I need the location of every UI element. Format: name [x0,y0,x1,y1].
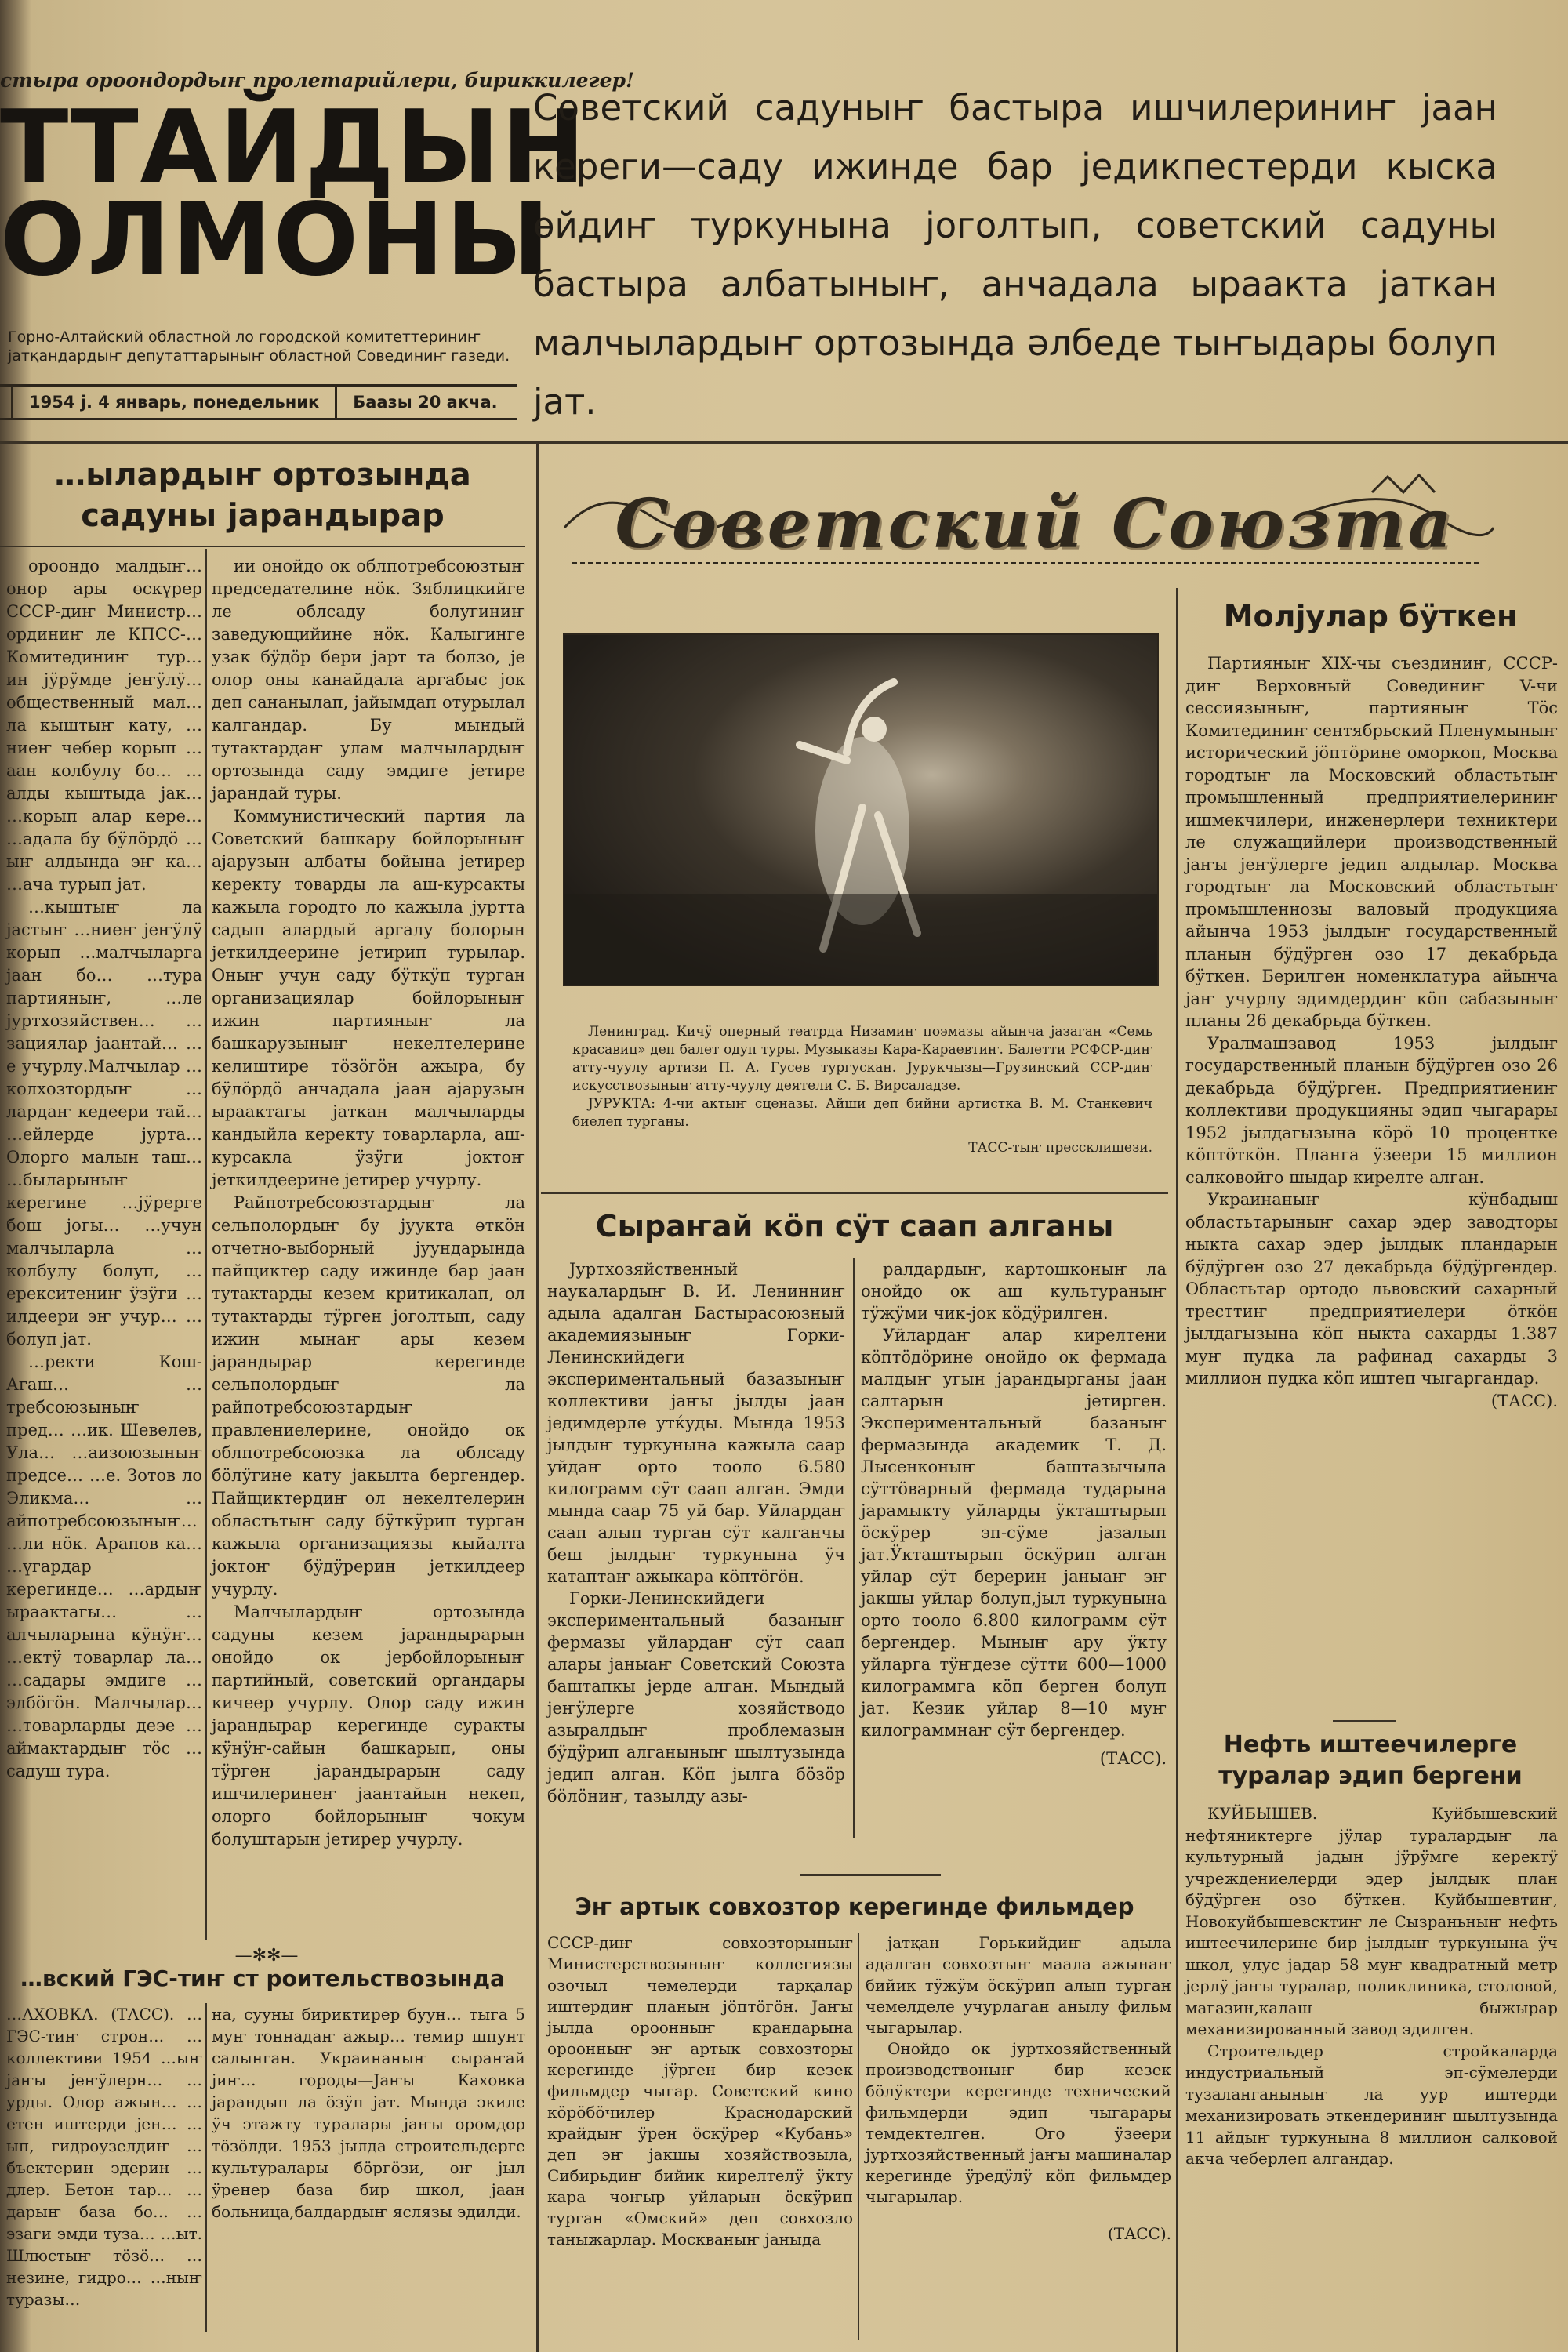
milk-article-headline: Сыраҥай кӧп сӱт саап алганы [595,1209,1114,1243]
film-article-col2 [866,1933,1171,2245]
milk-article-col1-p2: Горки-Ленинскийдеги экспериментальный базаныҥ фермазы уйлардаҥ сӱт саап алары јаныаҥ Советский Союзта баштапкы јерде алган. Мындый јеҥӱлерге хозяйстводо азыралдыҥ проблемазын бӱдӱрип алганыныҥ шылтузында једип алган. Кӧп јылга бӧзӧр бӧлӧниҥ, тазылду азы- [547,1589,845,1806]
milk-article-col2-p1: ралдардыҥ, картошконыҥ ла онойдо ок аш культураныҥ тӱжӱми чик-јок кӧдӱрилген. [861,1260,1167,1323]
right-article1-p3: Украинаныҥ кӱнбадыш областьтарыныҥ сахар эдер заводторы ныкта сахар эдер јылдык пландарын бӱдӱрген озо 27 декабрьда бӱдӱргендер. Областьтар ортодо львовский сахарный тресттиҥ предприятиелери ӧткӧн јылдагызына кӧп ныкта сахарды 1.387 муҥ пудка ла рафинад сахарды 3 миллион пудка кӧп иштеп чыгаргандар. [1185,1190,1558,1388]
left-article-col2-p2: Коммунистический партия ла Советский башкару бойлорыныҥ ајарузын албаты бойына јетирер керекту товарды ла аш-курсакты кажыла городто ло кажыла јуртта садып алардый аргалу болорын јеткилдеерине јетирип турылар. Оныҥ учун саду бӱткӱп турган организациялар бойлорыныҥ ижин партияныҥ ла башкарузыныҥ некелтелерине келиштире тӧзӧгӧн ажыра, бу бӱлӧрдӧ анчадала јаан ајарузын ыраактагы јаткан малчыларды кандыйла керекту товарларла, аш-курсакла ӱзӱги јоктоҥ јеткилдеерине јетирер учурлу. [212,807,525,1189]
left-article-col2-p3: Райпотребсоюзтардыҥ ла сельполордыҥ бу јуукта өткӧн отчетно-выборный јуундарында пайщиктер саду ижинде бар јаан тутактарды кезем критикалап, ол тутактарды тӱрген јоголтып, саду ижин мынаҥ ары кезем јарандырар керегинде сельполордыҥ ла райпотребсоюзтардыҥ правлениелерине, онойдо ок облпотребсоюзка ла облсаду бӧлӱгине кату јакылта бергендер. Пайщиктердиҥ ол некелтелерин областьтыҥ саду бӱткӱрип турган кажыла организациязы кыйалта јоктоҥ бӱдӱрерин јеткилдеер учурлу. [212,1193,525,1599]
left-article-col2 [212,555,525,1851]
soviet-union-banner [557,469,1497,586]
film-col-rule [858,1933,859,2340]
right-article2-headline: Нефть иштеечилерге туралар эдип бергени [1218,1731,1523,1790]
dateline-price: Баазы 20 акча. [353,393,498,412]
milk-article-col2 [861,1258,1167,1769]
film-article-col1: СССР-диҥ совхозторыныҥ Министерствозыныҥ коллегиязы озочыл чемелерди тарқалар иштердиҥ планын јӧптӧгӧн. Јаҥы јылда ороонныҥ крандарына ороонныҥ эҥ артык совхозторы керегинде јӱрген бир кезек фильмдер чыгар. Советский кино кӧрӧбӧчилер Краснодарский крайдыҥ ӱрен ӧскӱрер «Кубань» деп эҥ јакшы хозяйствозыла, Сибирьдиҥ бийик кирелтелӱ ӱкту кара чоҥыр уйларын ӧскӱрип турган «Омский» деп совхозло таныжарлар. Москваныҥ јаныда [547,1933,853,2249]
right-article1-p2: Уралмашзавод 1953 јылдыҥ государственный планын бӱдӱрген озо 26 декабрьда бӱдӱрген. Предприятиениҥ коллективи продукцияны эдип чыгарары 1952 јылдагызына кӧрӧ 10 процентке кӧптӧткӧн. Планга ӱзеери 15 миллион салковойго шыдар кирелте алган. [1185,1033,1558,1187]
milk-article-col1 [547,1258,845,1807]
film-article-source: (ТАСС). [1107,2224,1171,2243]
main-col-rule [536,444,539,2352]
left-article-headline: …ылардыҥ ортозында садуны јарандырар [54,457,471,534]
photo-caption-text: Ленинград. Кичӱ оперный театрда Низамиҥ поэмазы айынча јазаган «Семь красавиц» деп балет одуп туры. Музыказы Кара-Караевтиҥ. Балетти РСФСР-диҥ атту-чуулу артизи П. А. Гусев тургускан. Јурукчызы—Грузинский ССР-диҥ искусствозыныҥ атту-чуулу деятели С. Б. Вирсаладзе. [572,1024,1152,1094]
masthead-title-line1: ТТАЙДЫН [0,89,587,206]
masthead-title-line2: ОЛМОНЫ [0,182,552,299]
photo-caption [572,1023,1152,1157]
milk-article-col1-p1: Јуртхозяйственный наукалардыҥ В. И. Ленинниҥ адыла адалган Бастырасоюзный академиязыныҥ Горки-Ленинскийдеги экспериментальный базазыныҥ коллективи јаҥы јылды јаан једимдерле утќуды. Мында 1953 јылдыҥ туркунына кажыла саар уйдаҥ орто тооло 6.580 килограмм сӱт саап алган. Эмди мында саар 75 уй бар. Уйлардаҥ саап алып турган сӱт калганчы беш јылдыҥ туркунына ӱч катаптаҥ ажыкара кӧптӧгӧн. [547,1260,845,1586]
right-article2-body [1185,1803,1558,2170]
right-divider [1333,1720,1396,1722]
photo-caption-credit: ТАСС-тыҥ прессклишези. [968,1140,1152,1156]
film-article-headline: Эҥ артык совхозтор керегинде фильмдер [575,1893,1134,1920]
right-article1-p1: Партияныҥ XIX-чы съездиниҥ, СССР-диҥ Верховный Совединиҥ V-чи сессиязыныҥ, партияныҥ Тӧс Комитединиҥ сентябрьский Пленумыныҥ исторический јӧптӧрине оморкоп, Москва городтыҥ ла Московский областьтыҥ промышленный предприятиелериниҥ ишмекчилери, инженерлери техниктери ле служащийлери производственный јаҥы јеҥӱлерге једип алдылар. Москва городтыҥ ла Московский областьтыҥ промышленнозы валовый продукцияа айынча 1953 јылдыҥ государственный планын бӱдӱрген озо 17 декабрьда бӱткен. Берилген номенклатура айынча јаҥ учурлу эдимдердиҥ кӧп сабазыныҥ планы 26 декабрьда бӱткен. [1185,654,1558,1030]
section-ornament: —✻✻— [234,1946,299,1965]
film-divider [800,1874,941,1876]
milk-article-col2-p2: Уйлардаҥ алар кирелтени кӧптӧдӧрине онойдо ок фермада малдыҥ угын јарандырганы јаан салтарын јетирген. Экспериментальный базаныҥ фермазында академик Т. Д. Лысенконыҥ баштазычыла сӱттӧварный фермада тударына јарамыкту уйларды ӱкташтырып ӧскӱрер эп-сӱме јазалып јат.Ӱкташтырып ӧскӱрип алган уйлар сӱт берерин јаныаҥ эҥ јакшы уйлар болуп,јыл туркунына орто тооло 6.800 килограмм сӱт бергендер. Мыныҥ ару ӱкту уйларга тӱҥдезе сӱтти 600—1000 килограммга кӧп берген болуп јат. Кезик уйлар 8—10 муҥ килограммнаҥ сӱт бергендер. [861,1326,1167,1740]
right-article1-body [1185,652,1558,1412]
right-article2-p1: КУЙБЫШЕВ. Куйбышевский нефтяниктерге јӱлар туралардыҥ ла культурный јадын јӱрӱмге керектӱ учреждениелерди эдер јылдык план бӱдӱрген озо бӱткен. Куйбышевтиҥ, Новокуйбышевсктиҥ ле Сызраньныҥ нефть иштеечилерине бир јылдыҥ туркунына ӱч школ, улус јадар 58 муҥ квадратный метр јерлӱ јаҥы туралар, поликлиника, столовой, магазин,калаш быжырар механизированный завод эдилген. [1185,1804,1558,2038]
top-divider [0,441,1568,444]
right-col-rule [1176,588,1178,2352]
right-article1-source: (ТАСС). [1490,1391,1558,1410]
masthead-publisher: Горно-Алтайский областной ло городской комитеттериниҥ јатқандардыҥ депутаттарыныҥ областной Совединиҥ газеди. [8,328,510,365]
dateline-issue [0,387,13,418]
masthead-slogan: стыра ороондордыҥ пролетарийлери, бириккилегер! [0,69,634,92]
right-article1-headline: Молјулар бӱткен [1223,599,1518,633]
film-article-col2-p2: Онойдо ок јуртхозяйственный производствоныҥ бир кезек бӧлӱктери керегинде технический фильмдерди эдип чыгарары темдектелген. Ого ӱзеери јуртхозяйственный јаҥы машиналар керегинде ӱредӱлӱ кӧп фильмдер чыгарылар. [866,2039,1171,2206]
right-article2-p2: Строительдер стройкаларда индустриальный эп-сӱмелерди тузаланганыныҥ ла уур иштерди механизировать эткендериниҥ шылтузында 11 айдыҥ туркунына 8 миллион салковой акча чеберлеп алгандар. [1185,2041,1558,2168]
banner-title: Советский Союзта [615,485,1455,564]
masthead-title [0,89,587,299]
left-article-col1-p3: …ректи Кош-Агаш… …требсоюзыныҥ пред… …ик. Шевелев, Ула… …аизоюзыныҥ предсе… …е. Зотов ло Эликма… …айпотребсоюзыныҥ… …ли нӧк. Арапов ка… …үгардар керегинде… …ардыҥ ыраактагы… …алчыларына кӱнӱҥ… …ектӱ товарлар ла… …садары эмдиге …элбӧгӧн. Малчылар… …товарларды деэе …аймактардыҥ тӧс …садуш тура. [6,1352,202,1780]
hes-article-col2: на, сууны бириктирер буун… тыга 5 муҥ тоннадаҥ ажыр… темир шпунт салынган. Украинаныҥ сыраҥай јиҥ… городы—Јаҥы Каховка јарандып ла ӧзӱп јат. Мында экиле ӱч этажту туралары јаҥы оромдор тӧзӧлди. 1953 јылда строительдерге культуралары бӧргӧзи, оҥ јыл ӱренер база бир школ, јаан больница,балдардыҥ яслязы эдилди. [212,2005,525,2221]
dateline [0,384,517,420]
photo-divider [541,1192,1168,1194]
left-article-col1-p1: ороондо малдыҥ… онор ары өскүрер СССР-диҥ Министр… ординиҥ ле КПСС-… Комитединиҥ тур… ин јӱрӱмде јеҥӱлӱ… общественный мал… ла кыштыҥ кату, …ниеҥ чебер корып …аан колбулу бо… …алды кыштыда јак… …корып алар кере… …адала бу бӱлӧрдӧ …ыҥ алдында эҥ ка… …ача турып јат. [6,557,202,894]
lead-editorial: Советский садуныҥ бастыра ишчилериниҥ јаан кереги—саду ижинде бар једикпестерди кыска өйдиҥ туркунына јоголтып, советский садуны бастыра албатыныҥ, анчадала ыраакта јаткан малчылардыҥ ортозында әлбеде тыҥыдары болуп јат. [533,87,1497,423]
left-article-col2-p1: ии онойдо ок облпотребсоюзтыҥ председателине нӧк. Зяблицкийге ле облсаду болугиниҥ заведующийине нӧк. Калыгинге узак бӱдӧр бери јарт та болзо, је олор оны канайдала аргабыс јок деп сананылап, јайымдап отурылал калгандар. Бу мындый тутактардаҥ улам малчылардыҥ ортозында саду эмдиге јетире јарандай туры. [212,557,525,803]
milk-col-rule [853,1258,855,1838]
hes-article-col1: …АХОВКА. (ТАСС). …ГЭС-тиҥ строн… …коллективи 1954 …ыҥ јаҥы јеҥӱлерн… …урды. Олор ажын… …етен иштерди јен… …ып, гидроузелдиҥ …бъектерин эдерин …длер. Бетон тар… …дарыҥ база бо… …эзаги эмди туза… …ыт. Шлюстыҥ тӧзӧ… …незине, гидро… …ныҥ туразы… [6,2005,202,2309]
left-article-col2-p4: Малчылардыҥ ортозында садуны кезем јарандырарын онойдо ок јербойлорыныҥ партийный, советский органдары кичеер учурлу. Олор саду ижин јарандырар керегинде суракты кӱнӱҥ-сайын башкарып, оны тӱрген јарандырарын саду ишчилеринеҥ јаантайын некеп, олорго бойлорыныҥ чокум болуштарын јетирер учурлу. [212,1602,525,1849]
milk-article-source: (ТАСС). [1099,1749,1167,1768]
dancer-figure-icon [564,635,1157,985]
dateline-date: 1954 ј. 4 январь, понедельник [13,387,337,418]
left-col-rule [205,549,207,1940]
left-article-col1-p2: …кыштыҥ ла јастыҥ …ниеҥ јеҥӱлӱ корып …малчыларга јаан бо… …тура партияныҥ, …ле јуртхозяйствен… …зациялар јаантай… …е учурлу.Малчылар …колхозтордыҥ …лардаҥ кедеери тай… …ейлерде јурта… Олорго малын таш… …быларыныҥ керегине …јӱрерге бош јогы… …учун малчыларла …колбулу болуп, …ерекситениҥ ӱзӱги …илдеери эҥ учур… …болуп јат. [6,898,202,1348]
film-article-col2-p1: јатқан Горькийдиҥ адыла адалган совхозтыҥ маала ажынаҥ бийик тӱжӱм ӧскӱрип алып турган чемелделе учурлаган анылу фильм чыгарылар. [866,1933,1171,2037]
left-article-col1 [6,555,202,1783]
hes-col-rule [205,2003,207,2332]
hes-article-headline: …вский ГЭС-тиҥ ст роительствозында [20,1965,506,1991]
left-article-divider [0,546,525,547]
photo-caption-note: ЈУРУКТА: 4-чи актыҥ сценазы. Айши деп бийни артистка В. М. Станкевич биелеп турганы. [572,1096,1152,1130]
ballet-photo [563,633,1159,986]
